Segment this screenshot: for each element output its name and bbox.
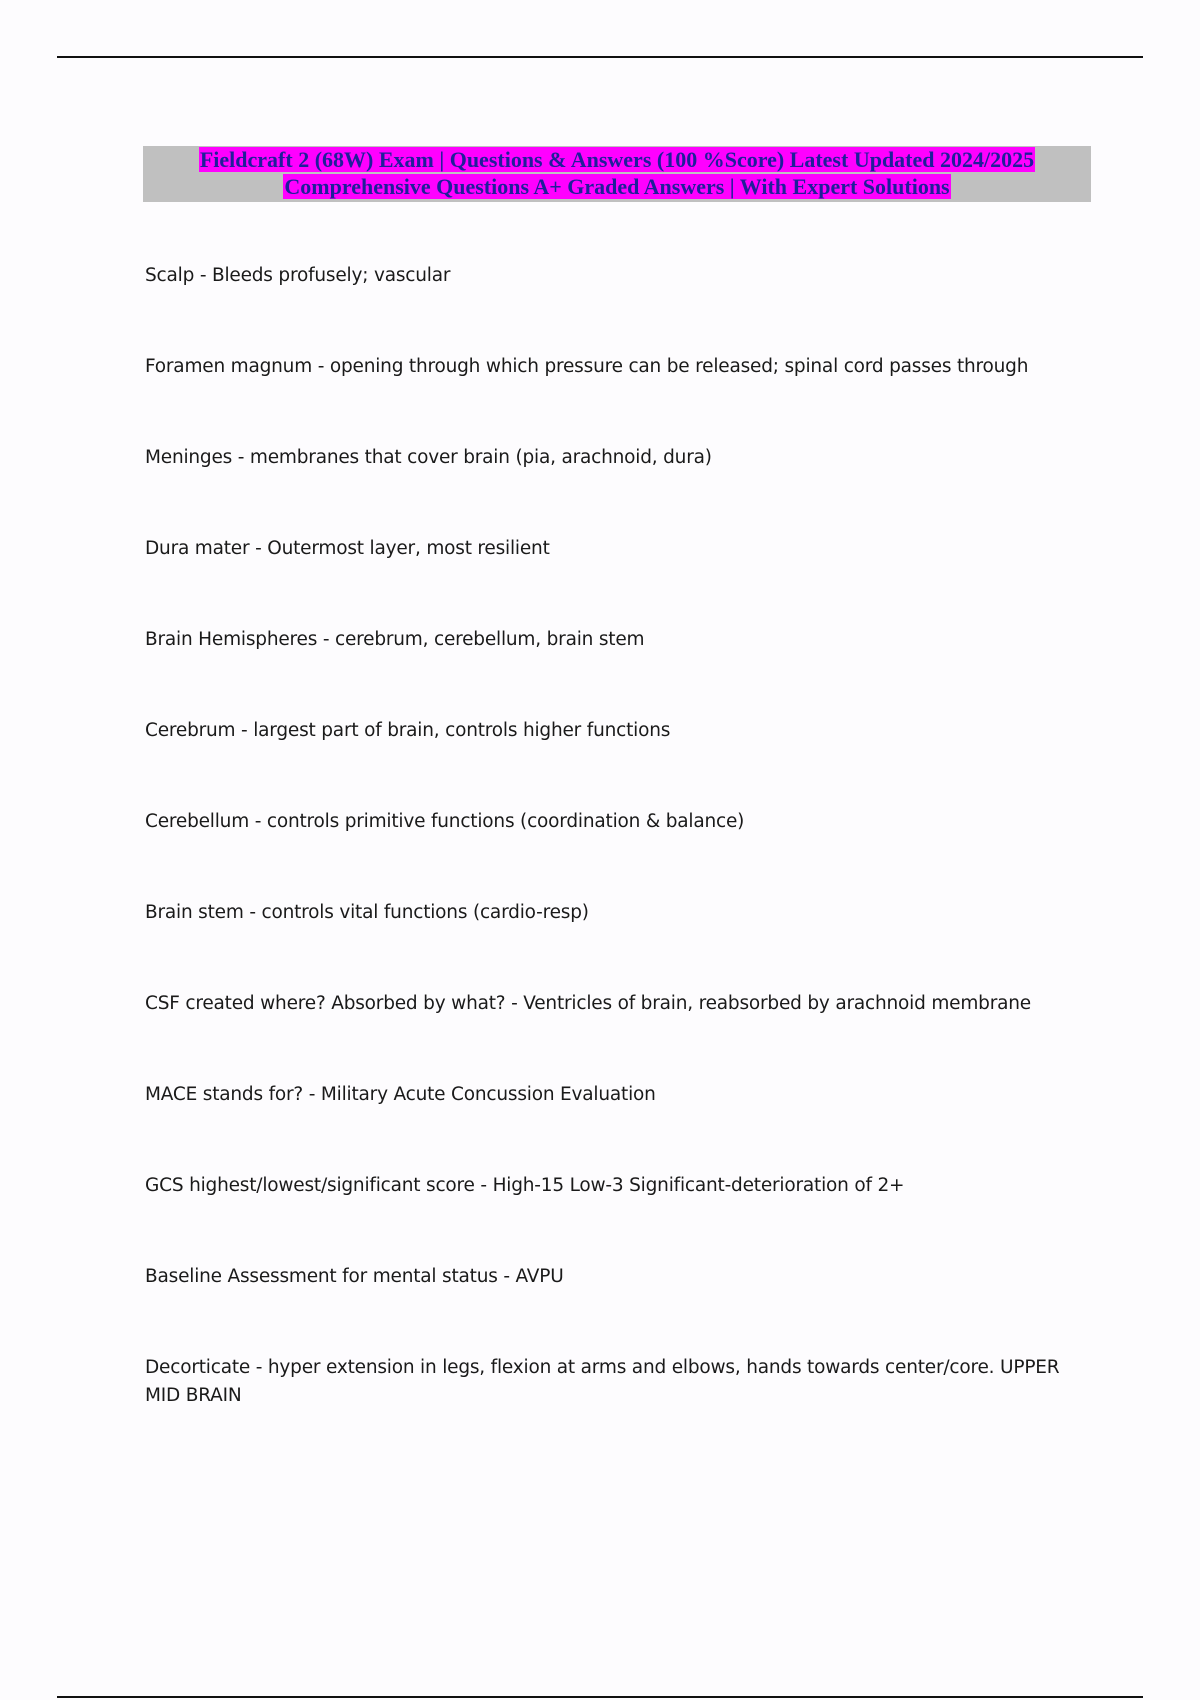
title-line-2-row bbox=[143, 173, 1091, 200]
qa-entry: Decorticate - hyper extension in legs, flexion at arms and elbows, hands towards center/core. UPPER MID BRAIN bbox=[145, 1357, 1060, 1406]
qa-entry: Dura mater - Outermost layer, most resilient bbox=[145, 538, 550, 559]
header-rule bbox=[57, 56, 1143, 58]
qa-entry: Meninges - membranes that cover brain (pia, arachnoid, dura) bbox=[145, 447, 712, 468]
qa-entry: MACE stands for? - Military Acute Concussion Evaluation bbox=[145, 1084, 656, 1105]
document-title-line-1: Fieldcraft 2 (68W) Exam | Questions & Answers (100 %Score) Latest Updated 2024/2025 bbox=[199, 147, 1035, 172]
qa-entry: Foramen magnum - opening through which pressure can be released; spinal cord passes through bbox=[145, 356, 1029, 377]
qa-entry: Cerebellum - controls primitive functions (coordination & balance) bbox=[145, 811, 745, 832]
qa-entry: GCS highest/lowest/significant score - High-15 Low-3 Significant-deterioration of 2+ bbox=[145, 1175, 905, 1196]
title-line-1-row bbox=[143, 146, 1091, 173]
document-title-box bbox=[143, 146, 1091, 202]
qa-entry: Scalp - Bleeds profusely; vascular bbox=[145, 265, 451, 286]
document-title-line-2: Comprehensive Questions A+ Graded Answers | With Expert Solutions bbox=[284, 174, 950, 199]
qa-entry: Brain Hemispheres - cerebrum, cerebellum, brain stem bbox=[145, 629, 645, 650]
qa-entry: Brain stem - controls vital functions (cardio-resp) bbox=[145, 902, 589, 923]
qa-entry: CSF created where? Absorbed by what? - Ventricles of brain, reabsorbed by arachnoid membrane bbox=[145, 993, 1031, 1014]
qa-entry: Cerebrum - largest part of brain, controls higher functions bbox=[145, 720, 671, 741]
footer-rule bbox=[57, 1696, 1143, 1698]
qa-entry: Baseline Assessment for mental status - AVPU bbox=[145, 1266, 564, 1287]
